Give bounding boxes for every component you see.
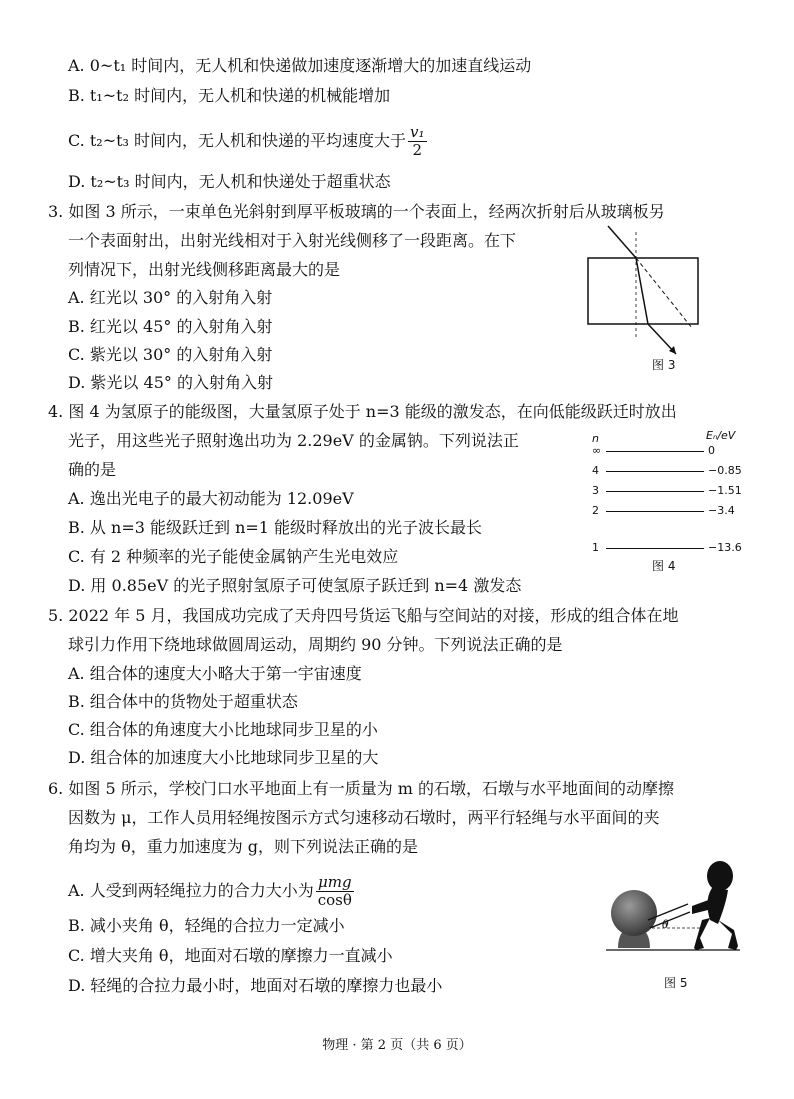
level-line-inf <box>606 451 704 452</box>
level-n-1: 1 <box>592 541 599 554</box>
level-n-3: 3 <box>592 484 599 497</box>
figure-3-glass-slab <box>584 222 704 360</box>
q6-option-c: C. 增大夹角 θ，地面对石墩的摩擦力一直减小 <box>68 946 393 965</box>
level-e-inf: 0 <box>708 444 715 457</box>
q2-option-c <box>68 124 427 159</box>
q6-stem-line-1: 6. 如图 5 所示，学校门口水平地面上有一质量为 m 的石墩，石墩与水平地面间的动摩擦 <box>48 779 675 798</box>
q5-stem-line-2: 球引力作用下绕地球做圆周运动，周期约 90 分钟。下列说法正确的是 <box>68 635 563 654</box>
q4-option-b: B. 从 n=3 能级跃迁到 n=1 能级时释放出的光子波长最长 <box>68 518 483 537</box>
q3-stem-line-2: 一个表面射出，出射光线相对于入射光线侧移了一段距离。在下 <box>68 231 517 250</box>
q2-option-b: B. t₁~t₂ 时间内，无人机和快递的机械能增加 <box>68 86 391 105</box>
person-leg-front <box>694 918 710 950</box>
q6-stem-line-2: 因数为 μ，工作人员用轻绳按图示方式匀速移动石墩时，两平行轻绳与水平面间的夹 <box>68 808 660 827</box>
q4-stem-line-2: 光子，用这些光子照射逸出功为 2.29eV 的金属钠。下列说法正 <box>68 431 519 450</box>
level-n-4: 4 <box>592 464 599 477</box>
person-head <box>707 861 733 891</box>
q4-stem-line-3: 确的是 <box>68 460 117 479</box>
figure-5-stone-pier <box>600 858 750 968</box>
incident-ray <box>608 226 636 258</box>
q3-option-d: D. 紫光以 45° 的入射角入射 <box>68 373 273 392</box>
level-line-2 <box>606 511 704 512</box>
q2-option-a: A. 0~t₁ 时间内，无人机和快递做加速度逐渐增大的加速直线运动 <box>68 56 532 75</box>
figure-4-caption: 图 4 <box>652 559 676 573</box>
q3-option-b: B. 红光以 45° 的入射角入射 <box>68 317 273 336</box>
q2-option-c-fraction <box>408 124 427 159</box>
q3-stem-line-1: 3. 如图 3 所示，一束单色光斜射到厚平板玻璃的一个表面上，经两次折射后从玻璃板另 <box>48 202 665 221</box>
angle-theta-label: θ <box>662 918 669 931</box>
level-n-2: 2 <box>592 504 599 517</box>
q2-option-c-text: C. t₂~t₃ 时间内，无人机和快递的平均速度大于 <box>68 131 407 150</box>
q5-option-a: A. 组合体的速度大小略大于第一宇宙速度 <box>68 664 362 683</box>
q4-option-c: C. 有 2 种频率的光子能使金属钠产生光电效应 <box>68 547 399 566</box>
q5-option-b: B. 组合体中的货物处于超重状态 <box>68 692 298 711</box>
level-line-1 <box>606 548 704 549</box>
q4-option-d: D. 用 0.85eV 的光子照射氢原子可使氢原子跃迁到 n=4 激发态 <box>68 576 522 595</box>
q4-option-a: A. 逸出光电子的最大初动能为 12.09eV <box>68 489 354 508</box>
level-e-1: −13.6 <box>708 541 742 554</box>
q6-option-a-text: A. 人受到两轻绳拉力的合力大小为 <box>68 881 314 900</box>
q6-stem-line-3: 角均为 θ，重力加速度为 g，则下列说法正确的是 <box>68 837 419 856</box>
level-n-inf: ∞ <box>592 444 602 457</box>
fraction-numerator: μmg <box>316 874 354 892</box>
stone-ball <box>611 890 657 936</box>
q3-option-a: A. 红光以 30° 的入射角入射 <box>68 288 273 307</box>
q6-option-b: B. 减小夹角 θ，轻绳的合拉力一定减小 <box>68 916 345 935</box>
level-line-3 <box>606 491 704 492</box>
q4-stem-line-1: 4. 图 4 为氢原子的能级图，大量氢原子处于 n=3 能级的激发态，在向低能级跃迁时放出 <box>48 402 677 421</box>
refracted-ray <box>636 258 648 324</box>
q5-stem-line-1: 5. 2022 年 5 月，我国成功完成了天舟四号货运飞船与空间站的对接，形成的组合体在地 <box>48 606 679 625</box>
fraction-denominator: 2 <box>412 141 423 159</box>
q6-option-a <box>68 874 354 909</box>
fraction-numerator: v₁ <box>410 123 425 141</box>
level-e-4: −0.85 <box>708 464 742 477</box>
axis-n-label: n <box>592 432 599 445</box>
level-e-2: −3.4 <box>708 504 735 517</box>
level-e-3: −1.51 <box>708 484 742 497</box>
level-line-4 <box>606 471 704 472</box>
axis-energy-label: Eₙ/eV <box>706 429 736 442</box>
q6-option-d: D. 轻绳的合拉力最小时，地面对石墩的摩擦力也最小 <box>68 976 443 995</box>
q3-stem-line-3: 列情况下，出射光线侧移距离最大的是 <box>68 260 341 279</box>
q3-option-c: C. 紫光以 30° 的入射角入射 <box>68 345 273 364</box>
fraction-denominator: cosθ <box>317 891 352 909</box>
q6-option-a-fraction <box>316 874 354 909</box>
q2-option-d: D. t₂~t₃ 时间内，无人机和快递处于超重状态 <box>68 172 391 191</box>
page-footer: 物理 · 第 2 页（共 6 页） <box>322 1038 472 1053</box>
incident-extension-dashed <box>636 258 692 328</box>
person-leg-back <box>718 920 738 950</box>
q5-option-d: D. 组合体的加速度大小比地球同步卫星的大 <box>68 748 379 767</box>
figure-5-caption: 图 5 <box>664 976 688 990</box>
q5-option-c: C. 组合体的角速度大小比地球同步卫星的小 <box>68 720 378 739</box>
figure-3-caption: 图 3 <box>652 358 676 372</box>
